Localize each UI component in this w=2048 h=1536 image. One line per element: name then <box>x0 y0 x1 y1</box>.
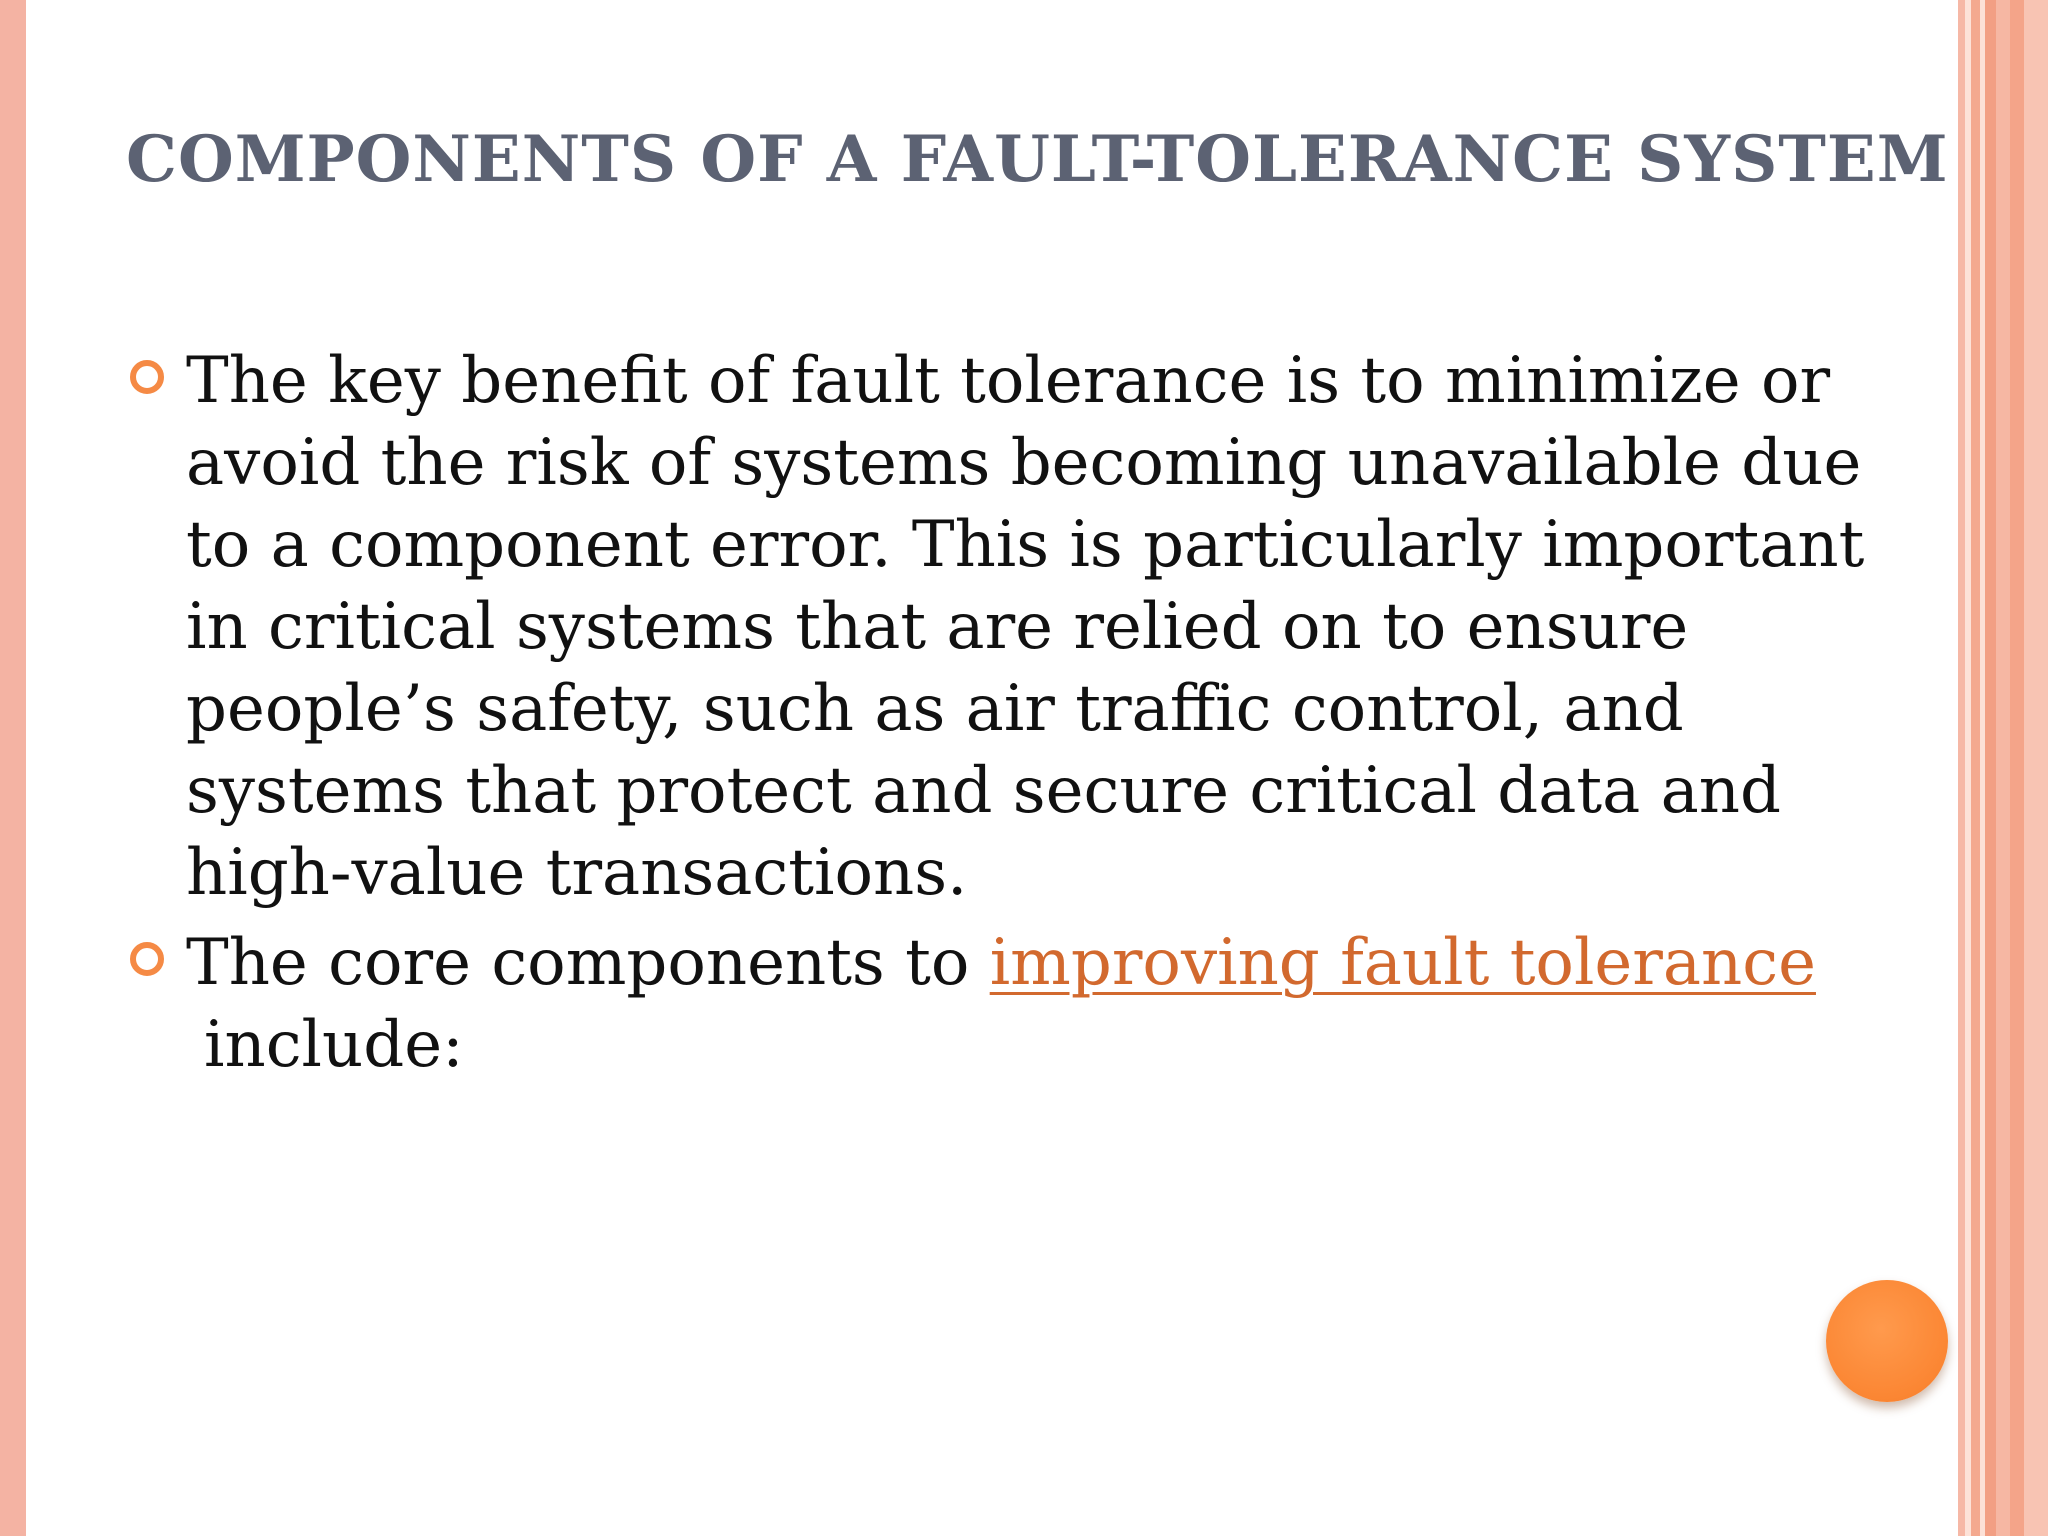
bullet-text: The key benefit of fault tolerance is to minimize or avoid the risk of systems becoming unavailable due to a component error. This is particularly important in critical systems that are relied on to ensure people’s safety, such as air traffic control, and systems that protect and secure critical data and high-value transactions. <box>186 344 1865 910</box>
right-border-stripes <box>1958 0 2048 1536</box>
bullet-list <box>126 340 1906 1086</box>
orange-circle-icon <box>1826 1280 1948 1402</box>
stripe <box>1971 0 1980 1536</box>
stripe <box>1996 0 2010 1536</box>
bullet-item <box>126 340 1906 914</box>
slide-title: COMPONENTS OF A FAULT-TOLERANCE SYSTEM <box>126 122 1949 197</box>
improving-fault-tolerance-link[interactable]: improving fault tolerance <box>989 926 1816 1000</box>
left-border-bar <box>0 0 26 1536</box>
bullet-item <box>126 922 1906 1086</box>
orange-ring-icon <box>130 942 164 976</box>
bullet-text-tail: include: <box>204 1008 464 1082</box>
bullet-text-lead: The core components to <box>186 926 990 1000</box>
stripe <box>2010 0 2024 1536</box>
orange-ring-icon <box>130 360 164 394</box>
stripe <box>1958 0 1965 1536</box>
stripe <box>1985 0 1996 1536</box>
stripe <box>2024 0 2048 1536</box>
